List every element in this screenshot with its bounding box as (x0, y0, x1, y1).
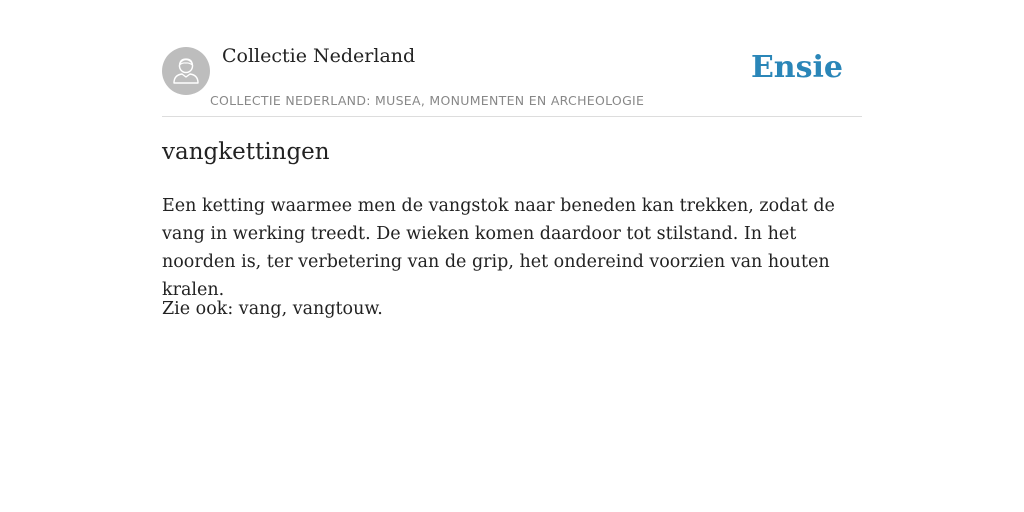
entry-definition: Een ketting waarmee men de vangstok naar beneden kan trekken, zodat de vang in werking treedt. De wieken komen daardoor tot stilstand. In het noorden is, ter verbetering van de grip, het ondereind voorzien van houten kralen. (162, 196, 835, 300)
brand-logo[interactable]: Ensie (750, 50, 843, 85)
entry-header (162, 0, 862, 117)
see-also: Zie ook: vang, vangtouw. (162, 299, 383, 319)
avatar[interactable] (162, 47, 210, 95)
source-name[interactable]: Collectie Nederland (222, 45, 416, 67)
user-icon (162, 47, 210, 95)
entry-card (162, 0, 862, 319)
entry-term: vangkettingen (162, 139, 330, 165)
source-subtitle: COLLECTIE NEDERLAND: MUSEA, MONUMENTEN EN ARCHEOLOGIE (210, 93, 645, 108)
